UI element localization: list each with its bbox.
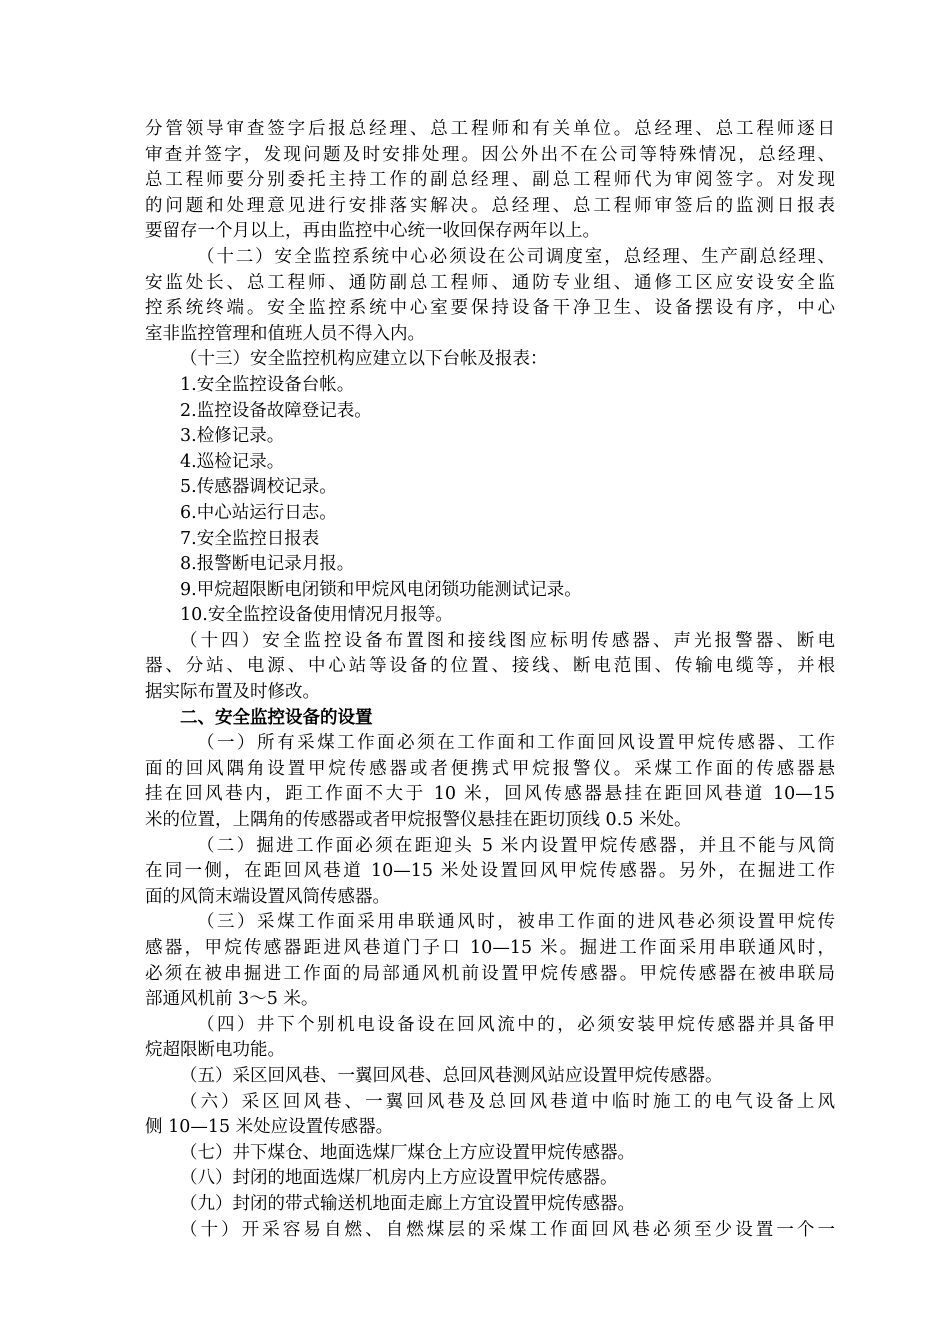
text-line: 器、分站、电源、中心站等设备的位置、接线、断电范围、传输电缆等，并根 <box>145 656 835 677</box>
text-line: （二）掘进工作面必须在距迎头 5 米内设置甲烷传感器，并且不能与风筒 <box>197 835 835 856</box>
text-line: （六）采区回风巷、一翼回风巷及总回风巷道中临时施工的电气设备上风 <box>180 1091 835 1112</box>
text-line: 分管领导审查签字后报总经理、总工程师和有关单位。总经理、总工程师逐日 <box>145 119 835 139</box>
text-line: （十）开采容易自燃、自燃煤层的采煤工作面回风巷必须至少设置一个一 <box>180 1219 835 1240</box>
text-line: 8.报警断电记录月报。 <box>180 554 355 575</box>
text-line: 6.中心站运行日志。 <box>180 502 337 523</box>
text-line: 审查并签字，发现问题及时安排处理。因公外出不在公司等特殊情况，总经理、 <box>145 144 835 165</box>
text-line: 3.检修记录。 <box>180 426 285 447</box>
text-line: 米的位置，上隅角的传感器或者甲烷报警仪悬挂在距切顶线 0.5 米处。 <box>145 810 692 831</box>
text-line: 感器，甲烷传感器距进风巷道门子口 10—15 米。掘进工作面采用串联通风时， <box>145 938 835 958</box>
text-line: 必须在被串掘进工作面的局部通风机前设置甲烷传感器。甲烷传感器在被串联局 <box>145 963 835 984</box>
text-line: 4.巡检记录。 <box>180 451 285 472</box>
text-line: 控系统终端。安全监控系统中心室要保持设备干净卫生、设备摆设有序，中心 <box>145 298 835 319</box>
text-line: （七）井下煤仓、地面选煤厂煤仓上方应设置甲烷传感器。 <box>180 1142 635 1163</box>
text-line: （五）采区回风巷、一翼回风巷、总回风巷测风站应设置甲烷传感器。 <box>180 1065 723 1086</box>
text-line: 9.甲烷超限断电闭锁和甲烷风电闭锁功能测试记录。 <box>180 579 582 600</box>
text-line: （十三）安全监控机构应建立以下台帐及报表： <box>180 349 548 370</box>
text-line: 1.安全监控设备台帐。 <box>180 374 355 395</box>
text-line: 安监处长、总工程师、通防副总工程师、通防专业组、通修工区应安设安全监 <box>145 272 835 293</box>
text-line: （四）井下个别机电设备设在回风流中的，必须安装甲烷传感器并具备甲 <box>197 1014 835 1035</box>
text-line: 部通风机前 3～5 米。 <box>145 989 319 1010</box>
text-line: 面的回风隅角设置甲烷传感器或者便携式甲烷报警仪。采煤工作面的传感器悬 <box>145 758 835 779</box>
text-line: 的问题和处理意见进行安排落实解决。总经理、总工程师审签后的监测日报表 <box>145 195 835 216</box>
text-line: 挂在回风巷内，距工作面不大于 10 米，回风传感器悬挂在距回风巷道 10—15 <box>145 784 835 805</box>
text-line: 7.安全监控日报表 <box>180 528 320 549</box>
text-line: 据实际布置及时修改。 <box>145 682 320 703</box>
text-line: 室非监控管理和值班人员不得入内。 <box>145 323 425 344</box>
text-line: 在同一侧，在距回风巷道 10—15 米处设置回风甲烷传感器。另外，在掘进工作 <box>145 861 835 882</box>
text-line: （三）采煤工作面采用串联通风时，被串工作面的进风巷必须设置甲烷传 <box>197 912 835 933</box>
text-line: 烷超限断电功能。 <box>145 1040 285 1061</box>
section-heading: 二、安全监控设备的设置 <box>180 707 373 728</box>
text-line: （十二）安全监控系统中心必须设在公司调度室，总经理、生产副总经理、 <box>197 246 835 267</box>
text-line: 总工程师要分别委托主持工作的副总经理、副总工程师代为审阅签字。对发现 <box>145 170 835 191</box>
text-line: 2.监控设备故障登记表。 <box>180 400 372 421</box>
text-line: 10.安全监控设备使用情况月报等。 <box>180 605 453 626</box>
text-line: 要留存一个月以上，再由监控中心统一收回保存两年以上。 <box>145 221 600 242</box>
text-line: 侧 10—15 米处应设置传感器。 <box>145 1117 394 1138</box>
text-line: （一）所有采煤工作面必须在工作面和工作面回风设置甲烷传感器、工作 <box>197 733 835 754</box>
document-page <box>145 117 835 1243</box>
text-line: 面的风筒末端设置风筒传感器。 <box>145 886 390 907</box>
text-line: （九）封闭的带式输送机地面走廊上方宜设置甲烷传感器。 <box>180 1193 635 1214</box>
text-line: 5.传感器调校记录。 <box>180 477 337 498</box>
text-line: （十四）安全监控设备布置图和接线图应标明传感器、声光报警器、断电 <box>180 630 835 651</box>
text-line: （八）封闭的地面选煤厂机房内上方应设置甲烷传感器。 <box>180 1168 618 1189</box>
